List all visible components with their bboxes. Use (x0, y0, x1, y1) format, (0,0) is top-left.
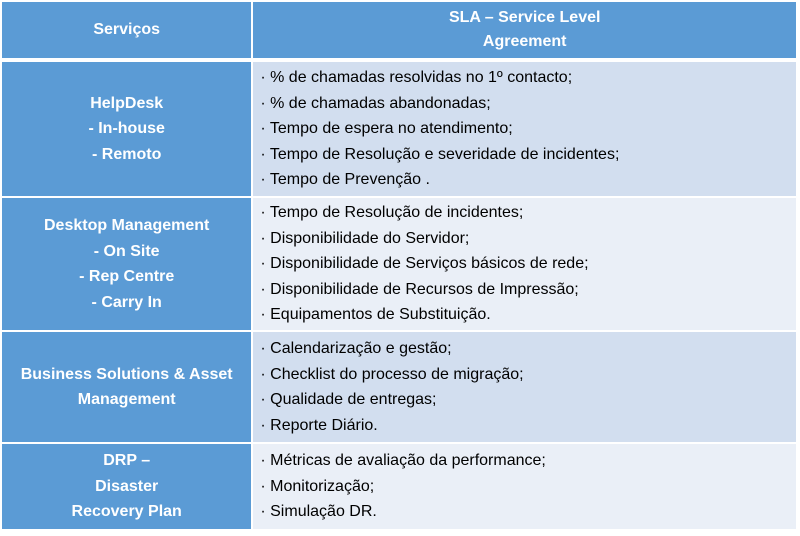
service-subitem: - In-house (88, 120, 165, 138)
service-cell (2, 62, 251, 196)
sla-item: · Checklist do processo de migração; (260, 365, 524, 383)
service-cell (2, 444, 251, 529)
sla-table (2, 2, 796, 529)
sla-item: · Calendarização e gestão; (260, 340, 452, 357)
sla-item: · % de chamadas abandonadas; (260, 94, 491, 112)
sla-item: · Métricas de avaliação da performance; (260, 452, 546, 470)
service-subitem: - On Site (93, 242, 160, 260)
sla-cell (253, 62, 796, 196)
sla-cell (253, 198, 796, 330)
sla-item: · Disponibilidade de Recursos de Impressão; (260, 280, 579, 298)
sla-item: · Tempo de Resolução e severidade de incidentes; (260, 145, 620, 163)
service-subitem: - Carry In (91, 293, 162, 311)
table-header (2, 2, 796, 58)
service-name-cont: Management (77, 391, 176, 408)
table-row (2, 332, 796, 442)
sla-cell (253, 332, 796, 442)
header-sla-line2: Agreement (482, 33, 567, 50)
sla-item: · % de chamadas resolvidas no 1º contacto; (260, 69, 573, 87)
table-row (2, 198, 796, 330)
header-sla (253, 2, 796, 58)
sla-item: · Reporte Diário. (260, 416, 378, 434)
service-name-cont: Disaster (95, 477, 159, 495)
header-sla-line1: SLA – Service Level (448, 9, 601, 26)
service-subitem: - Remoto (92, 145, 162, 163)
table-row (2, 444, 796, 529)
service-name-cont: Recovery Plan (71, 503, 182, 521)
sla-item: · Tempo de espera no atendimento; (260, 120, 513, 138)
sla-item: · Equipamentos de Substituição. (260, 306, 491, 324)
table-row (2, 62, 796, 196)
sla-item: · Tempo de Resolução de incidentes; (260, 204, 524, 222)
sla-item: · Qualidade de entregas; (260, 391, 437, 408)
service-name: DRP – (103, 452, 151, 470)
service-subitem: - Rep Centre (79, 268, 175, 285)
service-cell (2, 198, 251, 330)
service-name: Desktop Management (43, 217, 210, 234)
service-name: HelpDesk (90, 94, 164, 112)
header-services-label: Serviços (93, 21, 161, 38)
sla-item: · Tempo de Prevenção . (260, 171, 430, 189)
header-services (2, 2, 251, 58)
sla-item: · Monitorização; (260, 477, 375, 495)
sla-item: · Disponibilidade do Servidor; (260, 229, 470, 247)
service-cell (2, 332, 251, 442)
sla-item: · Disponibilidade de Serviços básicos de rede; (260, 255, 589, 273)
sla-item: · Simulação DR. (260, 503, 377, 521)
service-name: Business Solutions & Asset (20, 365, 233, 383)
sla-cell (253, 444, 796, 529)
